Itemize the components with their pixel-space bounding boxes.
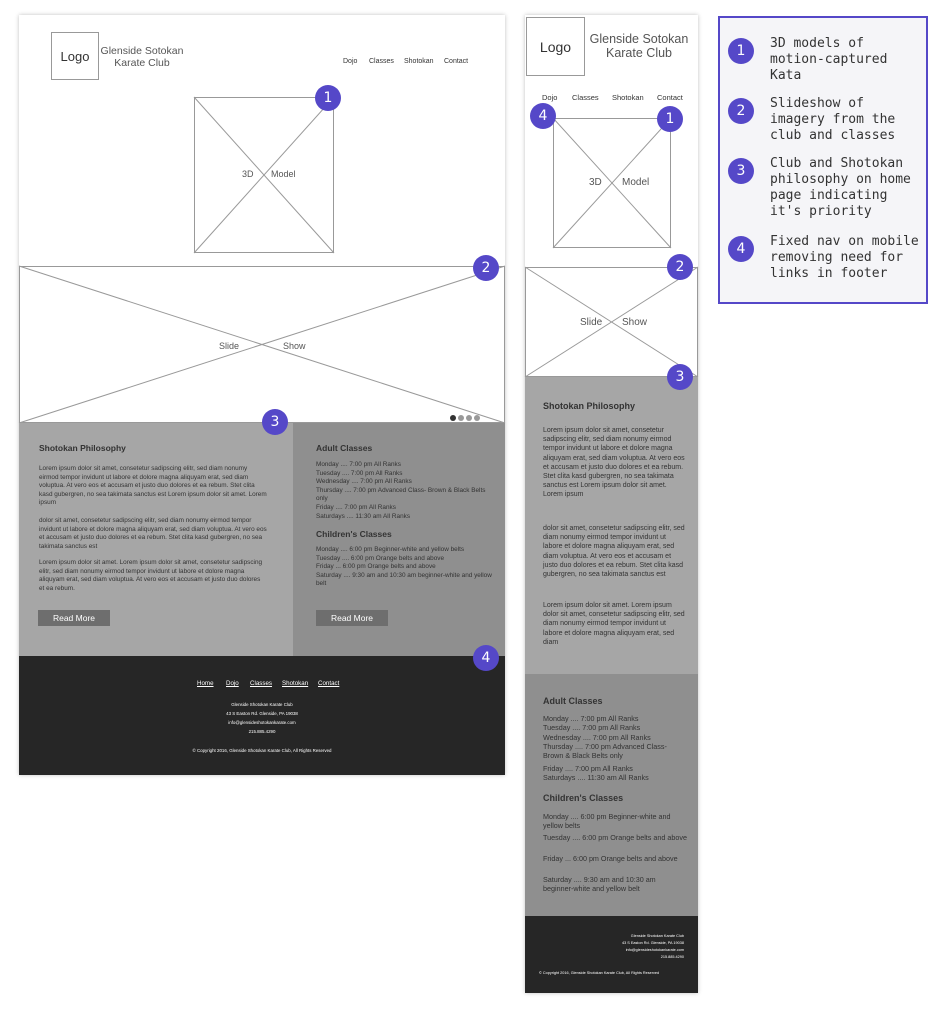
mobile-nav-shotokan[interactable]: Shotokan	[612, 93, 644, 102]
mobile-adult-classes-heading: Adult Classes	[543, 696, 603, 706]
mobile-philosophy-para1: Lorem ipsum dolor sit amet, consetetur sadipscing elitr, sed diam nonumy eirmod tempor invidunt ut labore et dolore magna aliquyam erat, sed diam voluptua. At vero eos et accusam et justo duo dolores et ea rebum. Stet clita kasd gubergren, no sea takimata sanctus est Lorem ipsum dolor sit amet. Lorem ipsum	[543, 427, 685, 499]
legend-text-4: Fixed nav on mobile removing need for links in footer	[770, 234, 919, 281]
mobile-children-classes-heading: Children's Classes	[543, 793, 624, 803]
pager-dot[interactable]	[474, 415, 480, 421]
pager-dot[interactable]	[466, 415, 472, 421]
desktop-title-line1: Glenside Sotokan	[100, 45, 184, 57]
desktop-footer-copyright: © Copyright 2016, Glenside Shotokan Karate Club, All Rights Reserved	[192, 748, 332, 753]
desktop-adult-line-4: Thursday .... 7:00 pm Advanced Class- Brown & Black Belts only	[316, 486, 486, 503]
desktop-classes-panel	[293, 423, 505, 656]
legend-item-2	[728, 96, 920, 144]
desktop-logo[interactable]	[51, 32, 99, 80]
desktop-adult-line-3: Wednesday .... 7:00 pm All Ranks	[316, 478, 412, 486]
mobile-footer-address: 43 S Easton Rd. Glenside, PA 19038	[622, 941, 684, 945]
mobile-badge-3: 3	[667, 364, 693, 390]
mobile-badge-4: 4	[530, 103, 556, 129]
legend-item-3	[728, 156, 920, 220]
mobile-title-line1: Glenside Sotokan	[589, 32, 689, 46]
desktop-footer	[19, 656, 505, 775]
legend-item-4	[728, 234, 920, 282]
desktop-slideshow-placeholder	[19, 266, 505, 423]
desktop-children-line-2: Tuesday .... 6:00 pm Orange belts and above	[316, 554, 445, 562]
mobile-footer-club: Glenside Shotokan Karate Club	[630, 934, 684, 938]
mobile-nav-dojo[interactable]: Dojo	[542, 93, 558, 102]
desktop-children-line-1: Monday .... 6:00 pm Beginner-white and yellow belts	[316, 546, 465, 553]
mobile-footer-email[interactable]: info@glensideshotokankarate.com	[625, 948, 684, 952]
annotation-legend	[718, 16, 928, 304]
desktop-site-title[interactable]	[97, 45, 187, 69]
mobile-logo[interactable]	[526, 17, 585, 76]
desktop-nav-shotokan[interactable]: Shotokan	[404, 58, 434, 65]
mobile-children-line-3: Friday ... 6:00 pm Orange belts and above	[543, 854, 678, 863]
mobile-slide-label-right: Show	[622, 317, 648, 328]
mobile-children-line-2: Tuesday .... 6:00 pm Orange belts and above	[543, 833, 687, 842]
mobile-children-line-4: Saturday .... 9:30 am and 10:30 am beginner-white and yellow belt	[543, 875, 656, 894]
desktop-classes-read-more-button[interactable]: Read More	[316, 610, 388, 626]
desktop-badge-1: 1	[315, 85, 341, 111]
mobile-wireframe	[525, 15, 698, 993]
mobile-classes-panel	[525, 674, 698, 916]
mobile-adult-line-2: Tuesday .... 7:00 pm All Ranks	[543, 723, 641, 733]
pager-dot[interactable]	[450, 415, 456, 421]
desktop-badge-3: 3	[262, 409, 288, 435]
mobile-badge-2: 2	[667, 254, 693, 280]
desktop-title-line2: Karate Club	[114, 57, 170, 70]
mobile-slideshow-placeholder	[525, 267, 698, 377]
mobile-adult-line-6: Saturdays .... 11:30 am All Ranks	[543, 773, 649, 783]
legend-item-1	[728, 36, 920, 84]
desktop-footer-club: Glenside Shotokan Karate Club	[231, 702, 293, 707]
mobile-philosophy-panel	[525, 377, 698, 674]
desktop-adult-line-1: Monday .... 7:00 pm All Ranks	[316, 461, 401, 468]
desktop-model-label-left: 3D	[242, 169, 254, 179]
desktop-adult-classes-heading: Adult Classes	[316, 443, 373, 453]
desktop-philosophy-para3: Lorem ipsum dolor sit amet. Lorem ipsum dolor sit amet, consetetur sadipscing elitr, sed diam nonumy eirmod tempor invidunt ut labore et dolore magna aliquyam erat, sed diam voluptua. At vero eos et accusam et justo duo dolores et ea rebum.	[39, 559, 263, 592]
legend-badge-3: 3	[728, 158, 754, 184]
mobile-philosophy-para3: Lorem ipsum dolor sit amet. Lorem ipsum dolor sit amet, consetetur sadipscing elitr, sed diam nonumy eirmod tempor invidunt ut labore et dolore magna aliquyam erat, sed diam	[543, 602, 685, 646]
footer-link-home[interactable]: Home	[197, 680, 214, 687]
mobile-footer-phone: 215.885.4290	[660, 955, 684, 959]
desktop-philosophy-para2: dolor sit amet, consetetur sadipscing elitr, sed diam nonumy eirmod tempor invidunt ut labore et dolore magna aliquyam erat, sed diam voluptua. At vero eos et accusam et justo duo dolores et ea rebum. Stet clita kasd gubergren, no sea takimata sanctus est	[39, 517, 267, 550]
desktop-model-label-right: Model	[271, 169, 296, 179]
desktop-badge-4: 4	[473, 645, 499, 671]
desktop-logo-text: Logo	[60, 48, 90, 64]
desktop-footer-phone: 215.885.4290	[248, 729, 276, 734]
desktop-philosophy-heading: Shotokan Philosophy	[39, 443, 126, 453]
mobile-footer-copyright: © Copyright 2016, Glenside Shotokan Karate Club, All Rights Reserved	[539, 971, 660, 975]
footer-link-dojo[interactable]: Dojo	[226, 680, 239, 687]
legend-badge-2: 2	[728, 98, 754, 124]
desktop-nav-classes[interactable]: Classes	[369, 58, 394, 65]
mobile-model-label-right: Model	[622, 177, 650, 188]
mobile-badge-1: 1	[657, 106, 683, 132]
footer-link-shotokan[interactable]: Shotokan	[282, 680, 309, 687]
desktop-children-line-4: Saturday .... 9:30 am and 10:30 am beginner-white and yellow belt	[316, 571, 492, 588]
mobile-nav-classes[interactable]: Classes	[572, 93, 599, 102]
mobile-footer	[525, 916, 698, 993]
desktop-badge-2: 2	[473, 255, 499, 281]
mobile-philosophy-heading: Shotokan Philosophy	[543, 401, 636, 411]
desktop-wireframe	[19, 15, 505, 775]
desktop-philosophy-panel	[19, 423, 293, 656]
desktop-3d-model-placeholder	[194, 97, 334, 253]
mobile-title-line2: Karate Club	[605, 46, 672, 61]
footer-link-contact[interactable]: Contact	[318, 680, 340, 687]
mobile-adult-line-4: Thursday .... 7:00 pm Advanced Class- Brown & Black Belts only	[543, 741, 667, 761]
legend-text-3: Club and Shotokan philosophy on home page indicating it's priority	[770, 156, 911, 219]
mobile-adult-line-5: Friday .... 7:00 pm All Ranks	[543, 764, 633, 773]
desktop-philosophy-para1: Lorem ipsum dolor sit amet, consetetur sadipscing elitr, sed diam nonumy eirmod tempor invidunt ut labore et dolore magna aliquyam erat, sed diam voluptua. At vero eos et accusam et justo duo dolores et ea rebum. Stet clita kasd gubergren, no sea takimata sanctus est Lorem ipsum dolor sit amet. Lorem ipsum	[39, 465, 267, 507]
mobile-philosophy-para2: dolor sit amet, consetetur sadipscing elitr, sed diam nonumy eirmod tempor invidunt ut labore et dolore magna aliquyam erat, sed diam voluptua. At vero eos et accusam et justo duo dolores et ea rebum. Stet clita kasd gubergren, no sea takimata sanctus est	[543, 525, 685, 579]
legend-badge-4: 4	[728, 236, 754, 262]
legend-text-1: 3D models of motion-captured Kata	[770, 36, 888, 83]
desktop-footer-address: 43 S Easton Rd. Glenside, PA 19038	[226, 711, 298, 716]
desktop-children-classes-heading: Children's Classes	[316, 529, 392, 539]
mobile-adult-line-3: Wednesday .... 7:00 pm All Ranks	[543, 732, 651, 742]
mobile-model-label-left: 3D	[589, 177, 602, 188]
mobile-3d-model-placeholder	[553, 118, 671, 248]
mobile-site-title[interactable]	[583, 32, 695, 61]
footer-link-classes[interactable]: Classes	[250, 680, 273, 687]
mobile-logo-text: Logo	[539, 38, 572, 55]
mobile-children-line-1: Monday .... 6:00 pm Beginner-white and yellow belts	[543, 812, 671, 831]
mobile-nav-contact[interactable]: Contact	[657, 93, 683, 102]
desktop-adult-line-5: Friday .... 7:00 pm All Ranks	[316, 504, 396, 511]
desktop-adult-line-6: Saturdays .... 11:30 am All Ranks	[316, 512, 411, 520]
desktop-footer-email[interactable]: info@glensideshotokankarate.com	[228, 720, 296, 725]
mobile-adult-line-1: Monday .... 7:00 pm All Ranks	[543, 714, 639, 723]
legend-badge-1: 1	[728, 38, 754, 64]
desktop-slide-label-right: Show	[283, 341, 306, 351]
legend-text-2: Slideshow of imagery from the club and classes	[770, 96, 896, 143]
desktop-nav-dojo[interactable]: Dojo	[343, 58, 358, 65]
desktop-children-line-3: Friday ... 6:00 pm Orange belts and above	[316, 563, 436, 571]
desktop-philosophy-read-more-button[interactable]: Read More	[38, 610, 110, 626]
desktop-slide-label-left: Slide	[219, 341, 240, 351]
pager-dot[interactable]	[458, 415, 464, 421]
desktop-adult-line-2: Tuesday .... 7:00 pm All Ranks	[316, 469, 403, 477]
desktop-nav-contact[interactable]: Contact	[444, 58, 469, 65]
mobile-slide-label-left: Slide	[580, 317, 603, 328]
